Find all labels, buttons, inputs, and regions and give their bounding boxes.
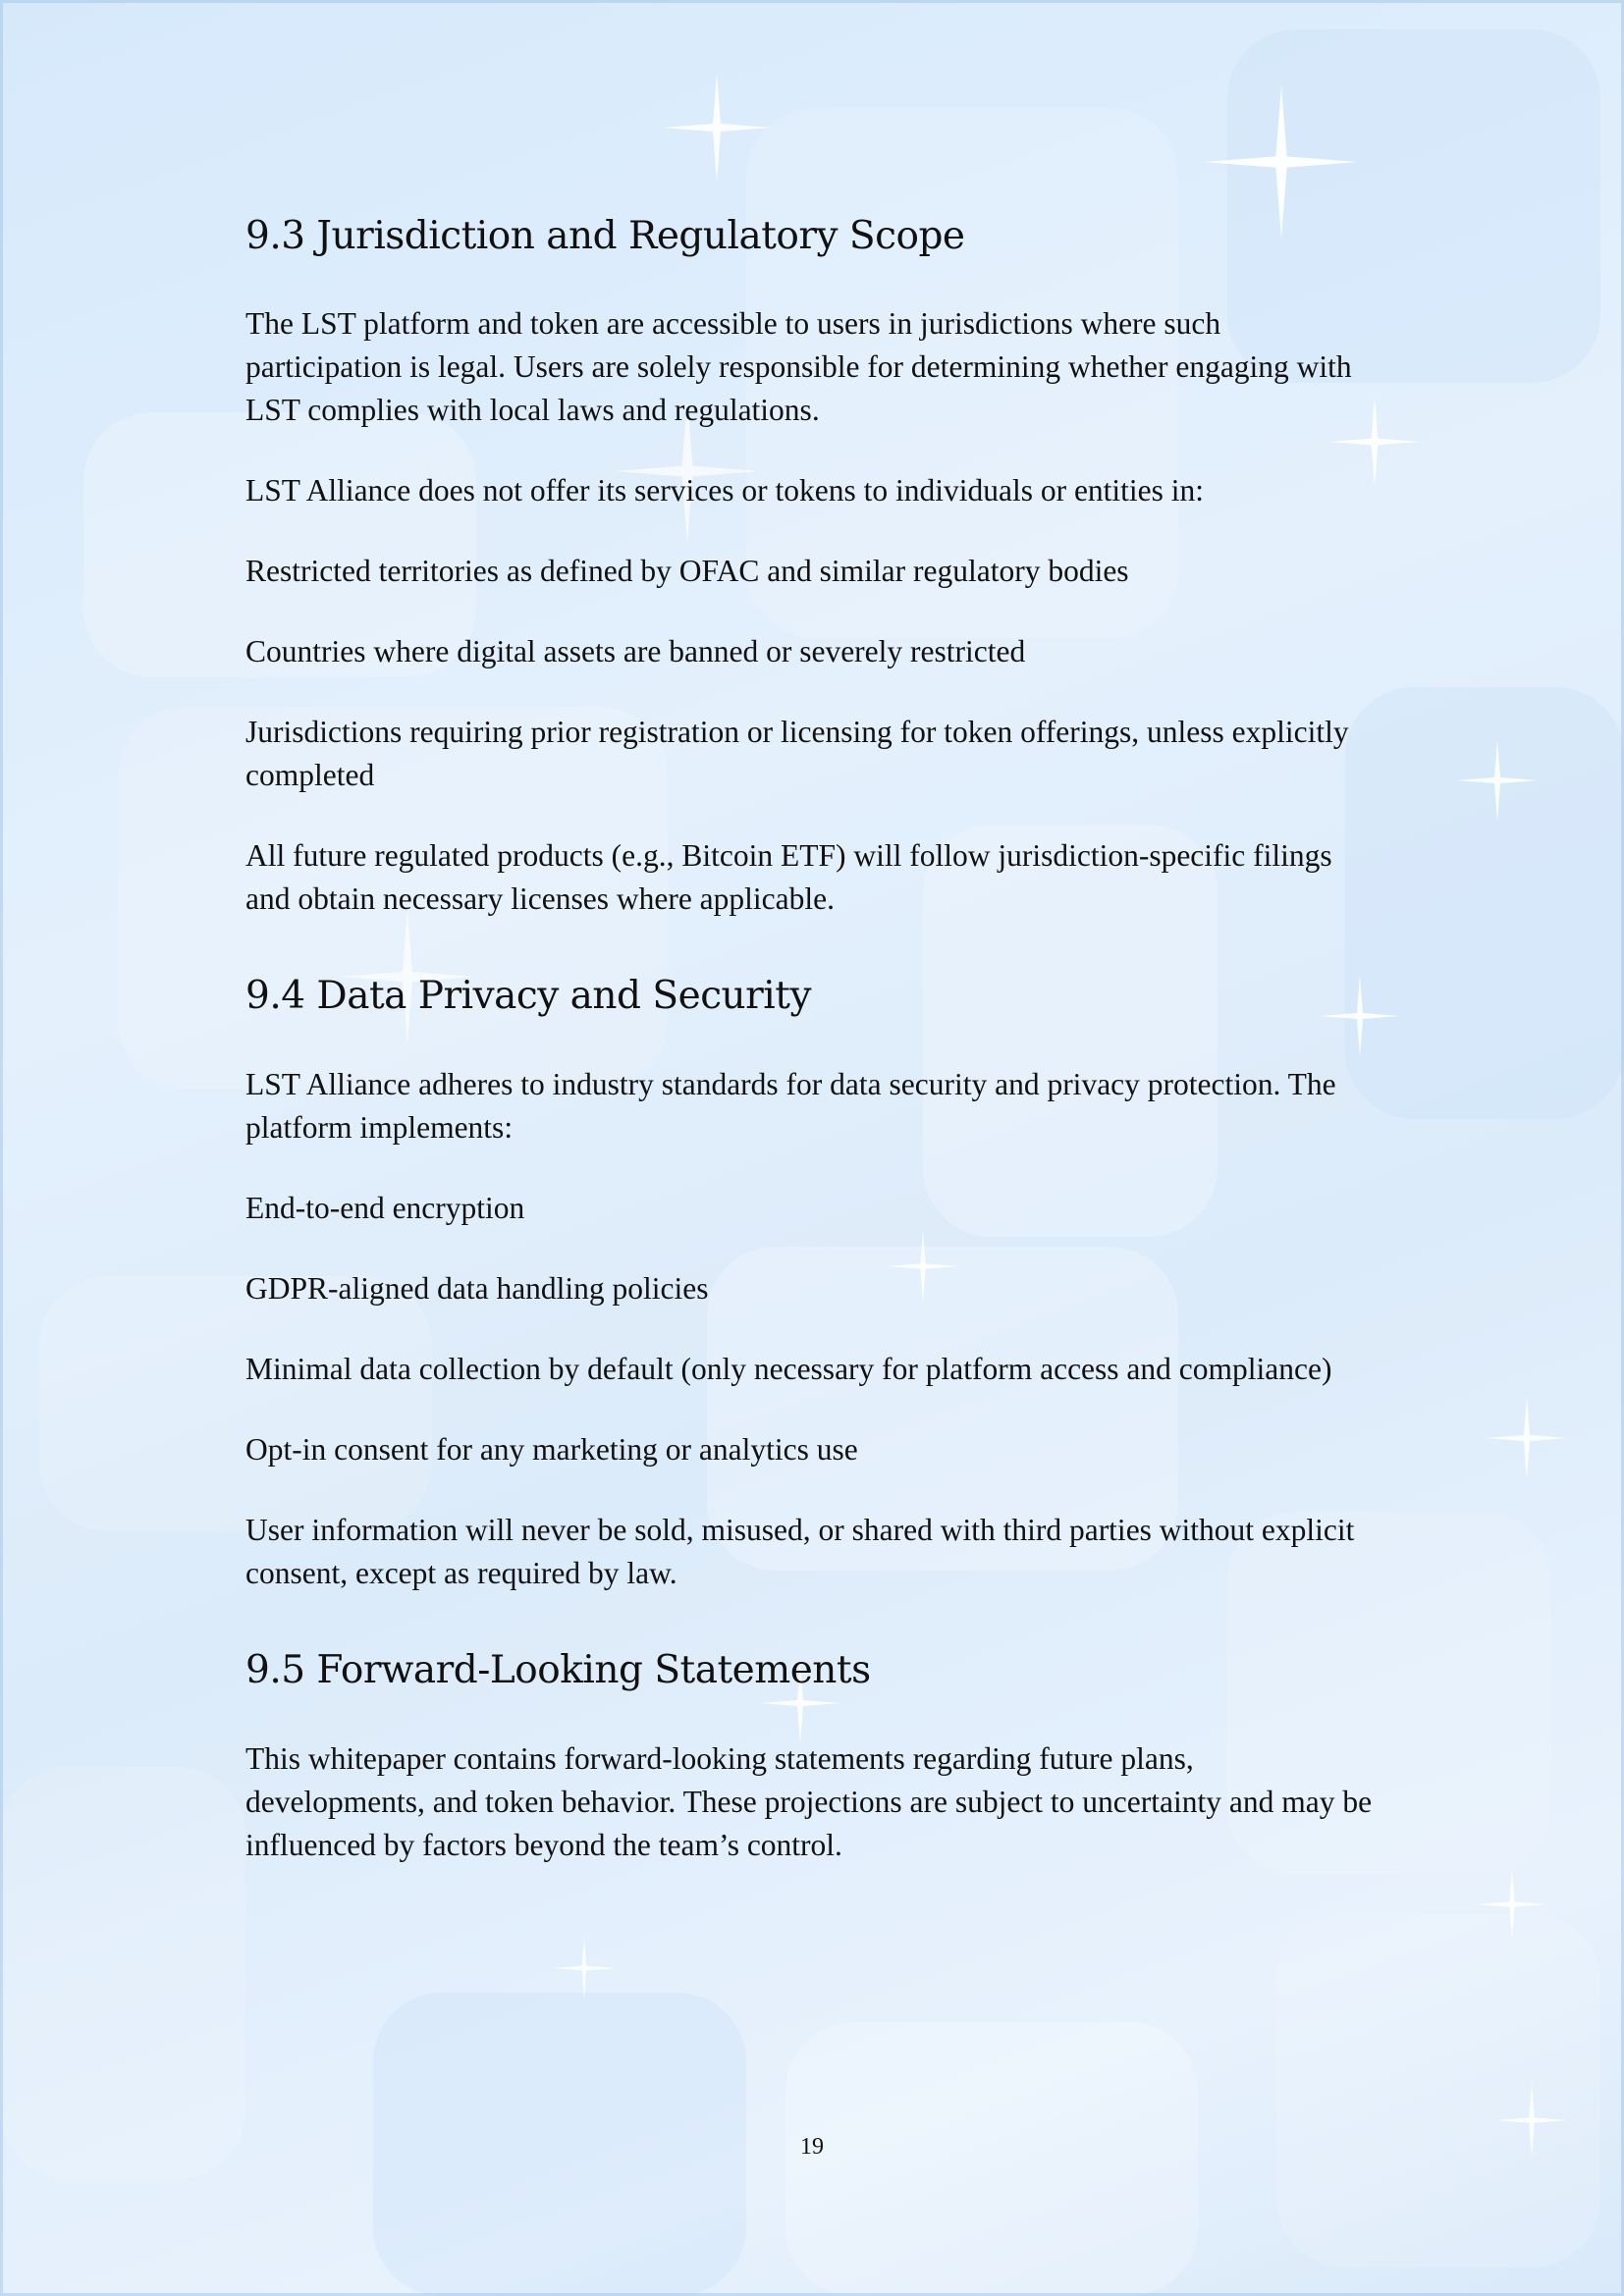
list-item: Countries where digital assets are banned or severely restricted (245, 634, 1026, 668)
paragraph: LST Alliance does not offer its services or tokens to individuals or entities in: (245, 473, 1205, 507)
section-jurisdiction (245, 214, 1375, 921)
list-item: Opt-in consent for any marketing or analytics use (245, 1432, 858, 1467)
paragraph: The LST platform and token are accessible to users in jurisdictions where such participation is legal. Users are solely responsible for determining whether engaging with LST complies with local laws and regulations. (245, 306, 1352, 427)
page-number: 19 (800, 2134, 824, 2160)
list-item: Restricted territories as defined by OFAC and similar regulatory bodies (245, 554, 1129, 588)
paragraph: All future regulated products (e.g., Bitcoin ETF) will follow jurisdiction-specific filings and obtain necessary licenses where applicable. (245, 838, 1332, 916)
section-heading: 9.4 Data Privacy and Security (245, 974, 811, 1018)
list-item: GDPR-aligned data handling policies (245, 1271, 709, 1306)
document-page (245, 196, 1375, 1867)
section-forward-looking (245, 1648, 1375, 1867)
section-heading: 9.5 Forward-Looking Statements (245, 1648, 871, 1692)
section-data-privacy (245, 974, 1375, 1595)
paragraph: This whitepaper contains forward-looking statements regarding future plans, developments, and token behavior. These projections are subject to uncertainty and may be influenced by factors beyond the team’s control. (245, 1741, 1373, 1862)
list-item: Minimal data collection by default (only necessary for platform access and compliance) (245, 1352, 1332, 1386)
list-item: Jurisdictions requiring prior registration or licensing for token offerings, unless explicitly completed (245, 715, 1349, 792)
list-item: End-to-end encryption (245, 1191, 525, 1225)
paragraph: LST Alliance adheres to industry standards for data security and privacy protection. The platform implements: (245, 1067, 1336, 1145)
section-heading: 9.3 Jurisdiction and Regulatory Scope (245, 214, 965, 258)
paragraph: User information will never be sold, misused, or shared with third parties without explicit consent, except as required by law. (245, 1513, 1355, 1590)
